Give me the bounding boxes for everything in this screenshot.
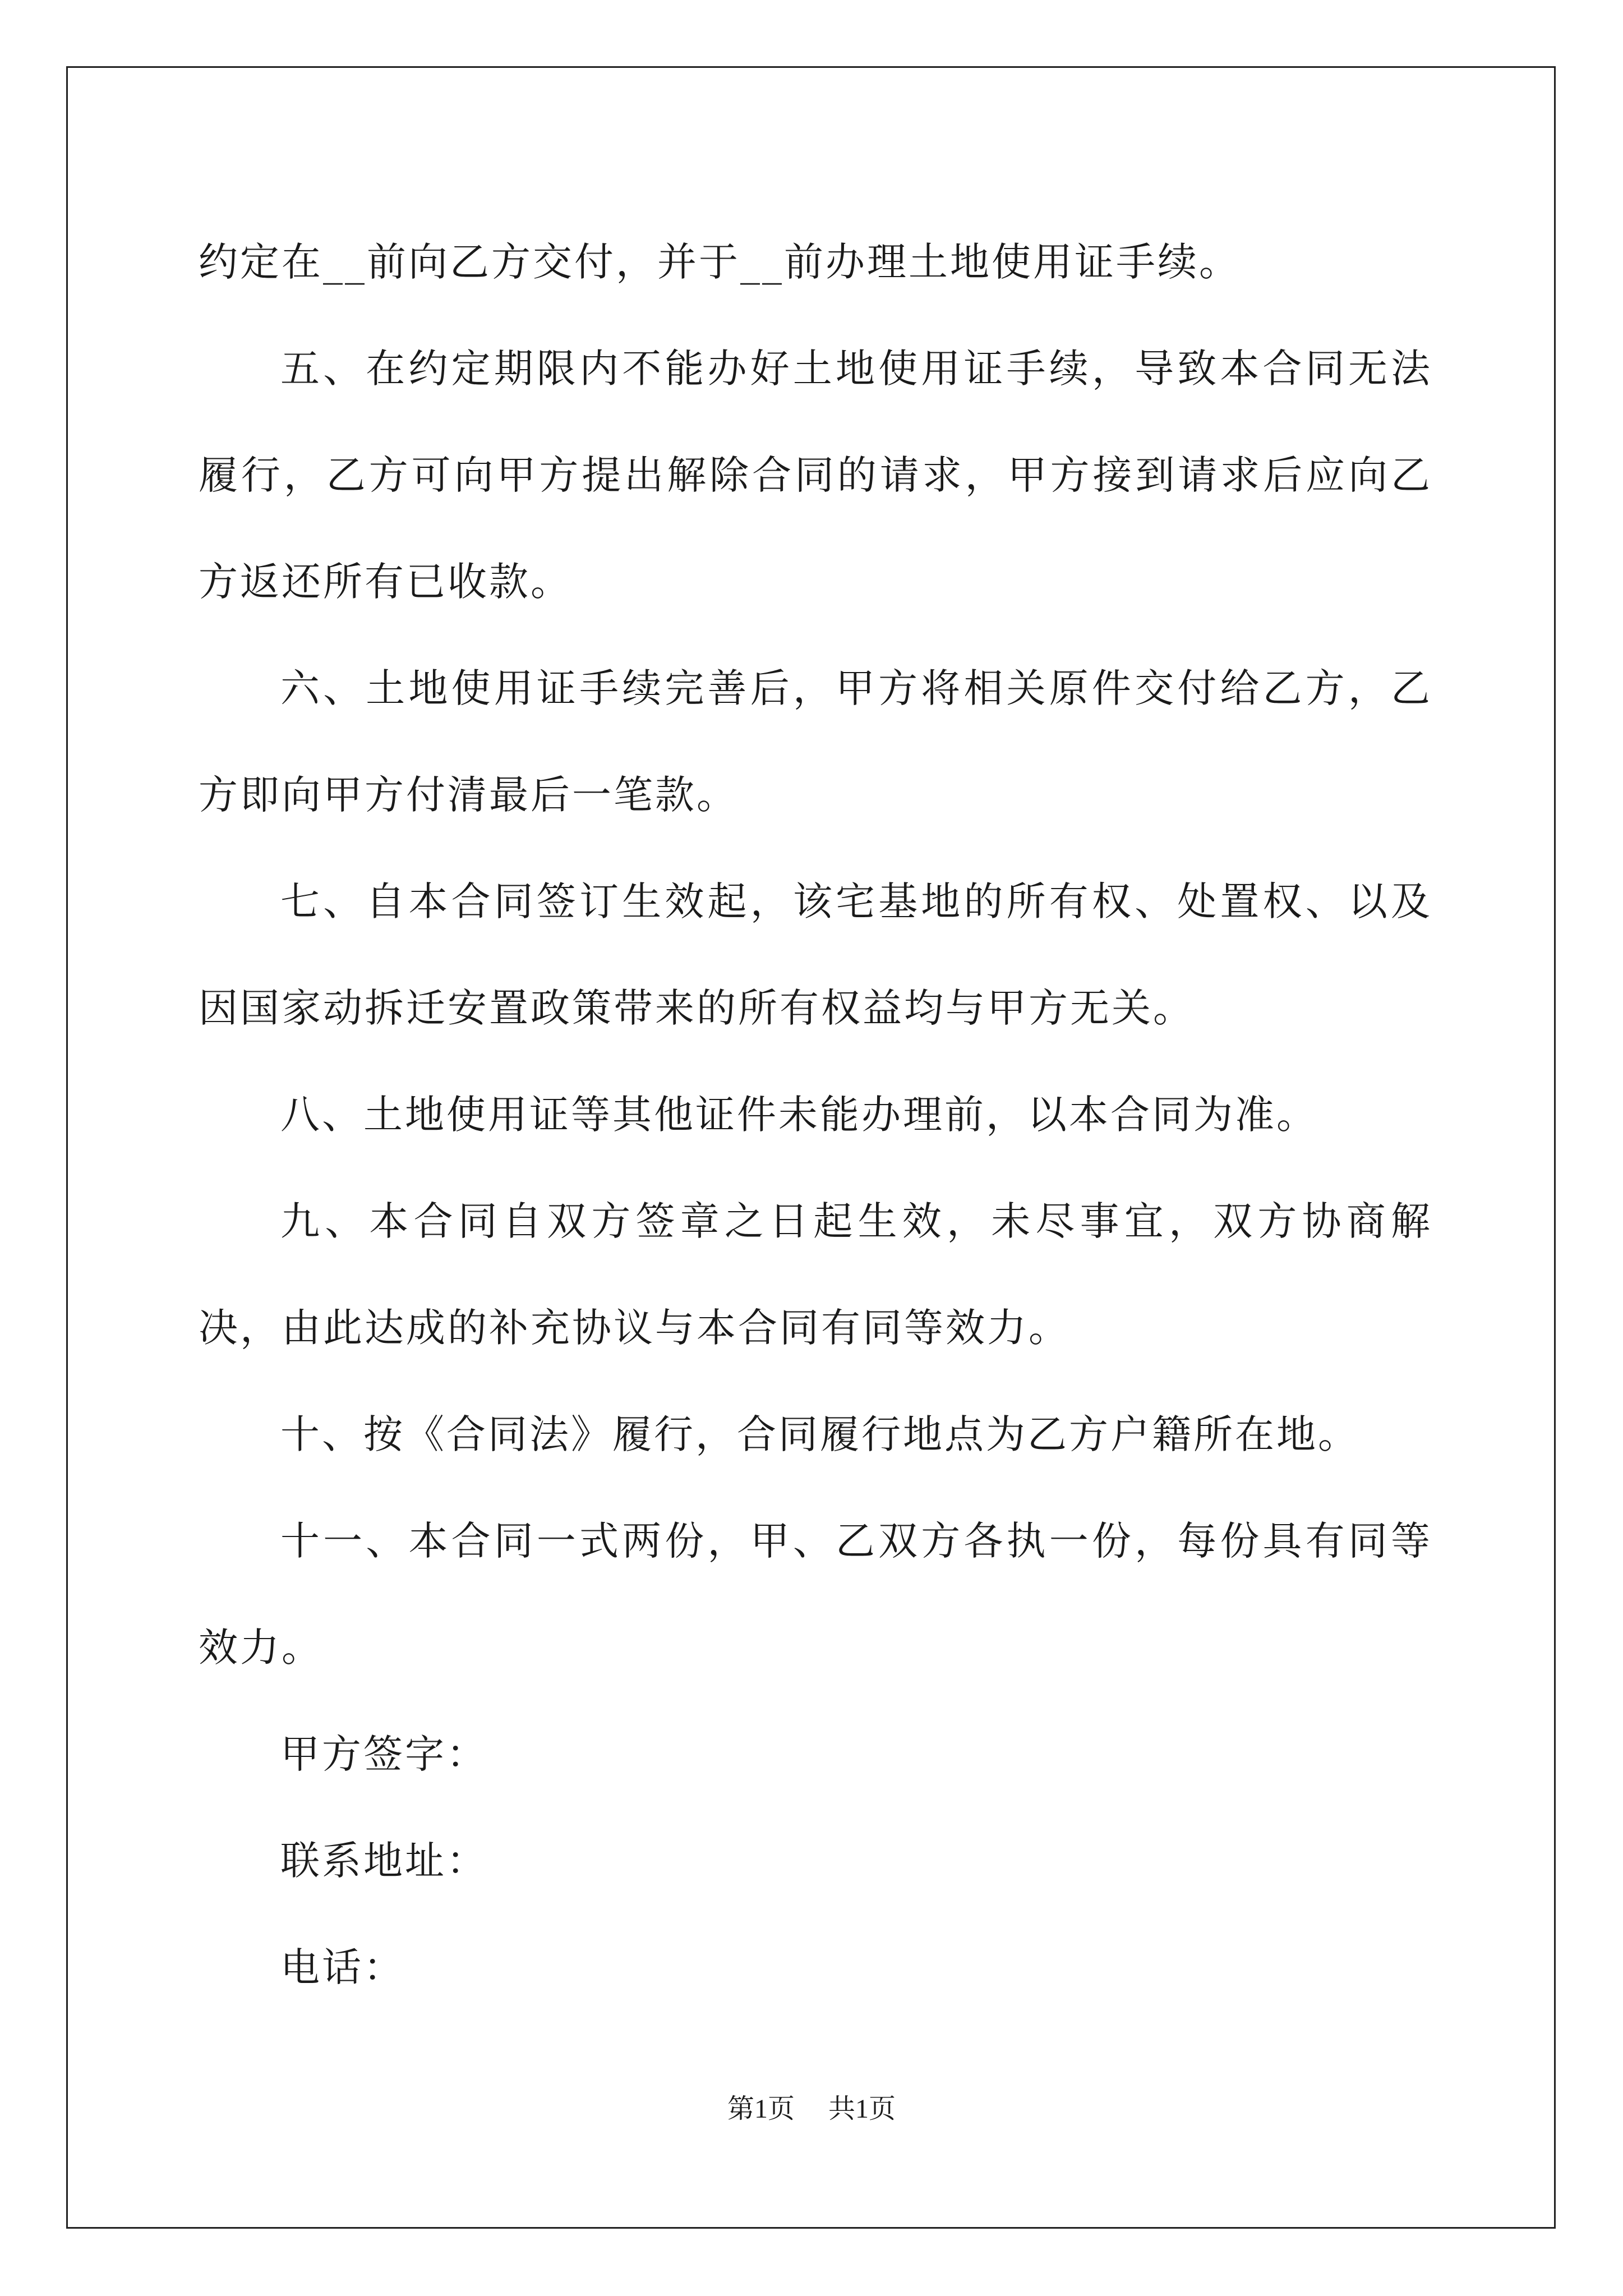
page-number-current: 第1页: [727, 2094, 795, 2124]
contact-address-line: 联系地址：: [280, 1838, 488, 1884]
signature-line-party-a: 甲方签字：: [280, 1731, 488, 1777]
paragraph-clause-11: 十一、本合同一式两份，甲、乙双方各执一份，每份具有同等效力。: [199, 1518, 1432, 1671]
paragraph-clause-9: 九、本合同自双方签章之日起生效，未尽事宜，双方协商解决，由此达成的补充协议与本合同有同等效力。: [199, 1198, 1432, 1351]
paragraph-clause-7: 七、自本合同签订生效起，该宅基地的所有权、处置权、以及因国家动拆迁安置政策带来的所有权益均与甲方无关。: [199, 878, 1432, 1031]
phone-line: 电话：: [280, 1944, 405, 1990]
document-body: [199, 209, 1432, 2021]
paragraph-clause-5: 五、在约定期限内不能办好土地使用证手续，导致本合同无法履行，乙方可向甲方提出解除合同的请求，甲方接到请求后应向乙方返还所有已收款。: [199, 346, 1432, 605]
page-footer: [0, 2087, 1623, 2125]
paragraph-clause-6: 六、土地使用证手续完善后，甲方将相关原件交付给乙方，乙方即向甲方付清最后一笔款。: [199, 665, 1432, 818]
paragraph-clause-10: 十、按《合同法》履行，合同履行地点为乙方户籍所在地。: [280, 1411, 1359, 1457]
paragraph-clause-8: 八、土地使用证等其他证件未能办理前，以本合同为准。: [280, 1092, 1318, 1138]
page-number-total: 共1页: [828, 2094, 896, 2124]
paragraph-delivery-terms: 约定在__前向乙方交付，并于__前办理土地使用证手续。: [199, 239, 1241, 285]
